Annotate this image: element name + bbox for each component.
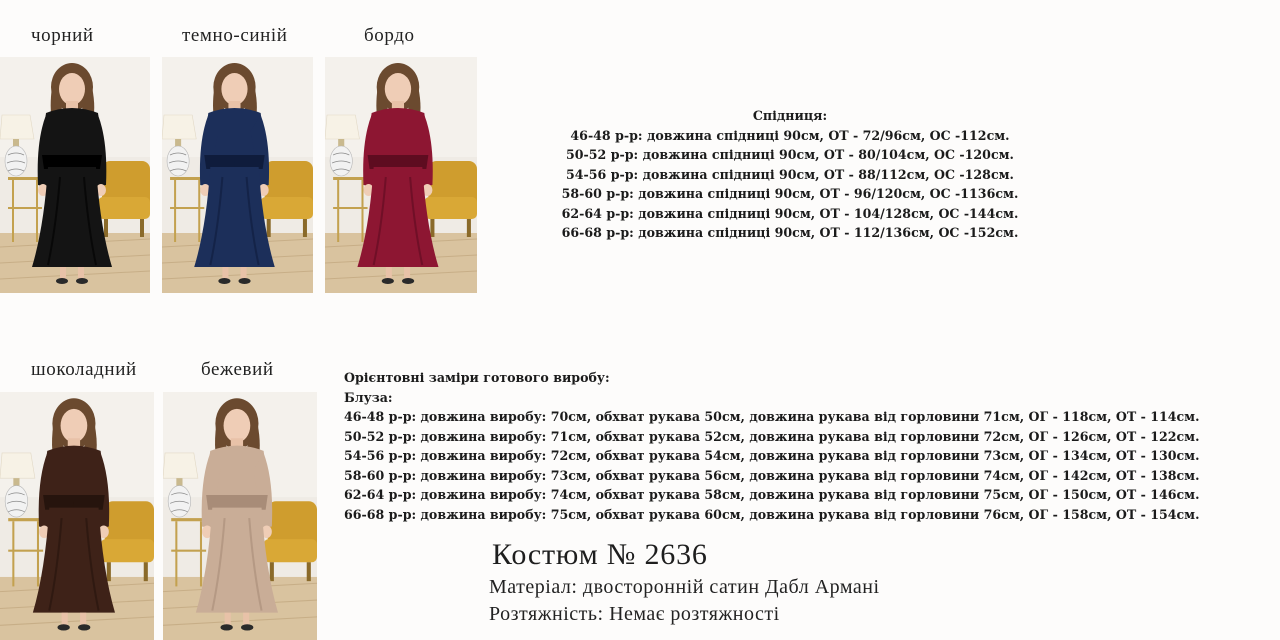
skirt-size-line: 66-68 р-р: довжина спідниці 90см, ОТ - 112/136см, ОС -152см. bbox=[561, 225, 1019, 240]
color-label-black: чорний bbox=[31, 25, 94, 46]
blouse-size-table bbox=[344, 368, 1200, 524]
blouse-heading: Блуза: bbox=[344, 389, 393, 405]
photo-burgundy[interactable] bbox=[325, 57, 477, 293]
photo-navy[interactable] bbox=[162, 57, 313, 293]
model-chocolate-image bbox=[0, 392, 154, 640]
skirt-heading: Спідниця: bbox=[752, 108, 828, 123]
product-material: Матеріал: двосторонній сатин Дабл Армані bbox=[489, 576, 880, 598]
skirt-size-table bbox=[560, 106, 1020, 243]
skirt-size-line: 50-52 р-р: довжина спідниці 90см, ОТ - 80/104см, ОС -120см. bbox=[566, 147, 1014, 162]
color-label-chocolate: шоколадний bbox=[31, 359, 137, 380]
skirt-size-line: 58-60 р-р: довжина спідниці 90см, ОТ - 96/120см, ОС -1136см. bbox=[561, 186, 1019, 201]
blouse-size-line: 66-68 р-р: довжина виробу: 75см, обхват рукава 60см, довжина рукава від горловини 76см, ОГ - 158см, ОТ - 154см. bbox=[344, 506, 1200, 522]
blouse-size-line: 46-48 р-р: довжина виробу: 70см, обхват рукава 50см, довжина рукава від горловини 71см, ОГ - 118см, ОТ - 114см. bbox=[344, 409, 1200, 424]
skirt-size-line: 46-48 р-р: довжина спідниці 90см, ОТ - 72/96см, ОС -112см. bbox=[570, 127, 1010, 143]
model-navy-image bbox=[162, 57, 313, 293]
measurements-intro: Орієнтовні заміри готового виробу: bbox=[344, 370, 610, 385]
skirt-size-line: 62-64 р-р: довжина спідниці 90см, ОТ - 104/128см, ОС -144см. bbox=[561, 205, 1019, 221]
photo-beige[interactable] bbox=[163, 392, 317, 640]
color-label-beige: бежевий bbox=[201, 359, 274, 380]
skirt-size-line: 54-56 р-р: довжина спідниці 90см, ОТ - 88/112см, ОС -128см. bbox=[566, 166, 1014, 182]
color-label-burgundy: бордо bbox=[364, 25, 415, 46]
photo-black[interactable] bbox=[0, 57, 150, 293]
photo-chocolate[interactable] bbox=[0, 392, 154, 640]
blouse-size-line: 50-52 р-р: довжина виробу: 71см, обхват рукава 52см, довжина рукава від горловини 72см, ОГ - 126см, ОТ - 122см. bbox=[344, 428, 1200, 444]
blouse-size-line: 54-56 р-р: довжина виробу: 72см, обхват рукава 54см, довжина рукава від горловини 73см, ОГ - 134см, ОТ - 130см. bbox=[344, 448, 1200, 463]
blouse-size-line: 58-60 р-р: довжина виробу: 73см, обхват рукава 56см, довжина рукава від горловини 74см, ОГ - 142см, ОТ - 138см. bbox=[344, 467, 1200, 483]
product-stretch: Розтяжність: Немає розтяжності bbox=[489, 603, 780, 625]
color-label-navy: темно-синій bbox=[182, 25, 288, 46]
model-black-image bbox=[0, 57, 150, 293]
model-burgundy-image bbox=[325, 57, 477, 293]
blouse-size-line: 62-64 р-р: довжина виробу: 74см, обхват рукава 58см, довжина рукава від горловини 75см, ОГ - 150см, ОТ - 146см. bbox=[344, 487, 1200, 502]
model-beige-image bbox=[163, 392, 317, 640]
product-title: Костюм № 2636 bbox=[492, 538, 708, 571]
